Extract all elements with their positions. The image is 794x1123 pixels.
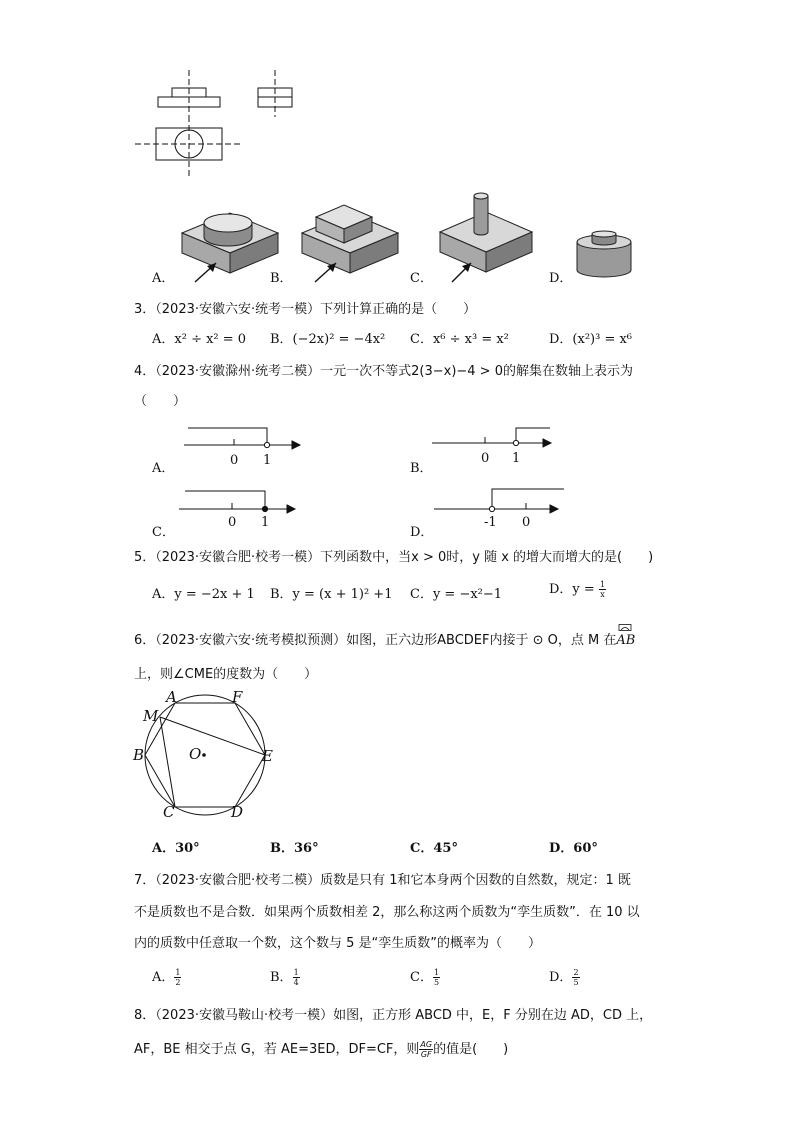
q7-c-label: C． xyxy=(410,970,433,985)
solid-option-c xyxy=(430,190,560,285)
q8-fraction xyxy=(419,1040,433,1059)
q6-option-c: C．45° xyxy=(410,841,458,856)
arc-mark-icon xyxy=(617,624,633,632)
q7-d-label: D． xyxy=(549,970,573,985)
hexagon-circle-figure xyxy=(130,685,280,820)
q8-line1: 8．（2023·安徽马鞍山·校考一模）如图，正方形 ABCD 中，E，F 分别在边 AD，CD 上， xyxy=(134,1008,653,1023)
q8-tail: 的值是( ) xyxy=(433,1042,509,1057)
q6-point-a: A xyxy=(166,688,177,706)
q6-point-d: D xyxy=(231,803,244,821)
q6-point-m: M xyxy=(143,707,159,725)
solid-option-b xyxy=(290,195,420,285)
frac-den: 5 xyxy=(573,978,579,987)
q5-option-d-fraction xyxy=(599,580,606,599)
frac-num: 1 xyxy=(433,968,440,977)
q4-a-tick-1: 1 xyxy=(263,453,272,468)
q8-line2 xyxy=(134,1038,508,1059)
q3-option-b: B．(−2x)² = −4x² xyxy=(270,332,386,347)
q5-option-a: A．y = −2x + 1 xyxy=(152,587,255,602)
q4-stem: 4．（2023·安徽滁州·统考二模）一元一次不等式2(3−x)−4 > 0的解集在数轴上表示为 xyxy=(134,364,633,379)
q5-option-d xyxy=(549,578,606,599)
q7-c-fraction xyxy=(433,968,440,987)
q5-option-d-text: D．y = xyxy=(549,582,595,597)
q8-line2-text: AF，BE 相交于点 G，若 AE=3ED，DF=CF，则 xyxy=(134,1042,420,1057)
q7-line1: 7．（2023·安徽合肥·校考二模）质数是只有 1和它本身两个因数的自然数，规定：1 既 xyxy=(134,873,631,888)
q4-c-tick-1: 1 xyxy=(261,515,270,530)
number-line-b xyxy=(430,425,560,453)
q5-option-b: B．y = (x + 1)² +1 xyxy=(270,587,393,602)
number-line-d xyxy=(432,485,567,513)
q6-line1-text: 6．（2023·安徽六安·统考模拟预测）如图，正六边形ABCDEF内接于 ⊙ O，点 M 在 xyxy=(134,633,617,648)
q4-c-tick-0: 0 xyxy=(228,515,237,530)
q6-arc-text: AB xyxy=(616,633,636,648)
frac-num: 1 xyxy=(599,580,606,589)
q3-option-a: A．x² ÷ x² = 0 xyxy=(152,332,247,347)
q7-b-label: B． xyxy=(270,970,293,985)
q6-option-d: D．60° xyxy=(549,841,598,856)
q4-d-tick-0: -1 xyxy=(484,515,497,530)
q4-b-tick-0: 0 xyxy=(481,451,490,466)
q3-option-c: C．x⁶ ÷ x³ = x² xyxy=(410,332,509,347)
q5-option-c: C．y = −x²−1 xyxy=(410,587,503,602)
q2-option-a-label: A． xyxy=(152,271,175,286)
q4-b-tick-1: 1 xyxy=(512,451,521,466)
q3-stem: 3．（2023·安徽六安·统考一模）下列计算正确的是（ ） xyxy=(134,302,477,317)
frac-den: 2 xyxy=(175,978,181,987)
q3-option-d: D．(x²)³ = x⁶ xyxy=(549,332,633,347)
q6-point-f: F xyxy=(232,688,243,706)
q7-a-fraction xyxy=(174,968,181,987)
frac-num: 2 xyxy=(573,968,579,977)
q4-paren: （ ） xyxy=(134,394,187,409)
q2-option-c-label: C． xyxy=(410,271,433,286)
q6-option-b: B．36° xyxy=(270,841,319,856)
q4-a-tick-0: 0 xyxy=(230,453,239,468)
q6-line2: 上，则∠CME的度数为（ ） xyxy=(134,667,318,682)
q7-a-label: A． xyxy=(152,970,175,985)
number-line-a xyxy=(180,425,305,453)
q4-d-tick-1: 0 xyxy=(522,515,531,530)
q4-option-c-label: C． xyxy=(152,525,175,540)
frac-num: 1 xyxy=(175,968,181,977)
frac-num: AG xyxy=(420,1040,433,1049)
q6-point-o: O xyxy=(189,745,202,763)
q5-stem: 5．（2023·安徽合肥·校考一模）下列函数中，当x > 0时，y 随 x 的增大而增大的是( ) xyxy=(134,550,654,565)
q7-option-d xyxy=(549,966,580,987)
frac-den: 4 xyxy=(293,978,299,987)
q4-option-a-label: A． xyxy=(152,461,175,476)
q6-option-a: A．30° xyxy=(152,841,200,856)
q4-option-b-label: B． xyxy=(410,461,433,476)
q6-arc-label xyxy=(616,633,635,648)
solid-option-d xyxy=(570,228,640,280)
q6-point-e: E xyxy=(262,747,273,765)
q4-option-d-label: D． xyxy=(410,525,434,540)
q7-b-fraction xyxy=(293,968,300,987)
frac-num: 1 xyxy=(293,968,299,977)
q7-option-a xyxy=(152,966,181,987)
q2-option-b-label: B． xyxy=(270,271,293,286)
q2-option-d-label: D． xyxy=(549,271,573,286)
q7-option-b xyxy=(270,966,300,987)
frac-den: 5 xyxy=(433,978,440,987)
number-line-c xyxy=(175,488,300,516)
q7-line2: 不是质数也不是合数．如果两个质数相差 2，那么称这两个质数为“孪生质数”．在 10 以 xyxy=(134,905,640,920)
q7-option-c xyxy=(410,966,440,987)
frac-den: GF xyxy=(420,1050,432,1059)
q6-point-b: B xyxy=(133,746,145,764)
frac-den: x xyxy=(600,590,605,599)
q7-d-fraction xyxy=(572,968,579,987)
q7-line3: 内的质数中任意取一个数，这个数与 5 是“孪生质数”的概率为（ ） xyxy=(134,936,542,951)
q6-line1 xyxy=(134,629,635,648)
three-view-drawing xyxy=(130,68,250,183)
q6-point-c: C xyxy=(163,803,175,821)
